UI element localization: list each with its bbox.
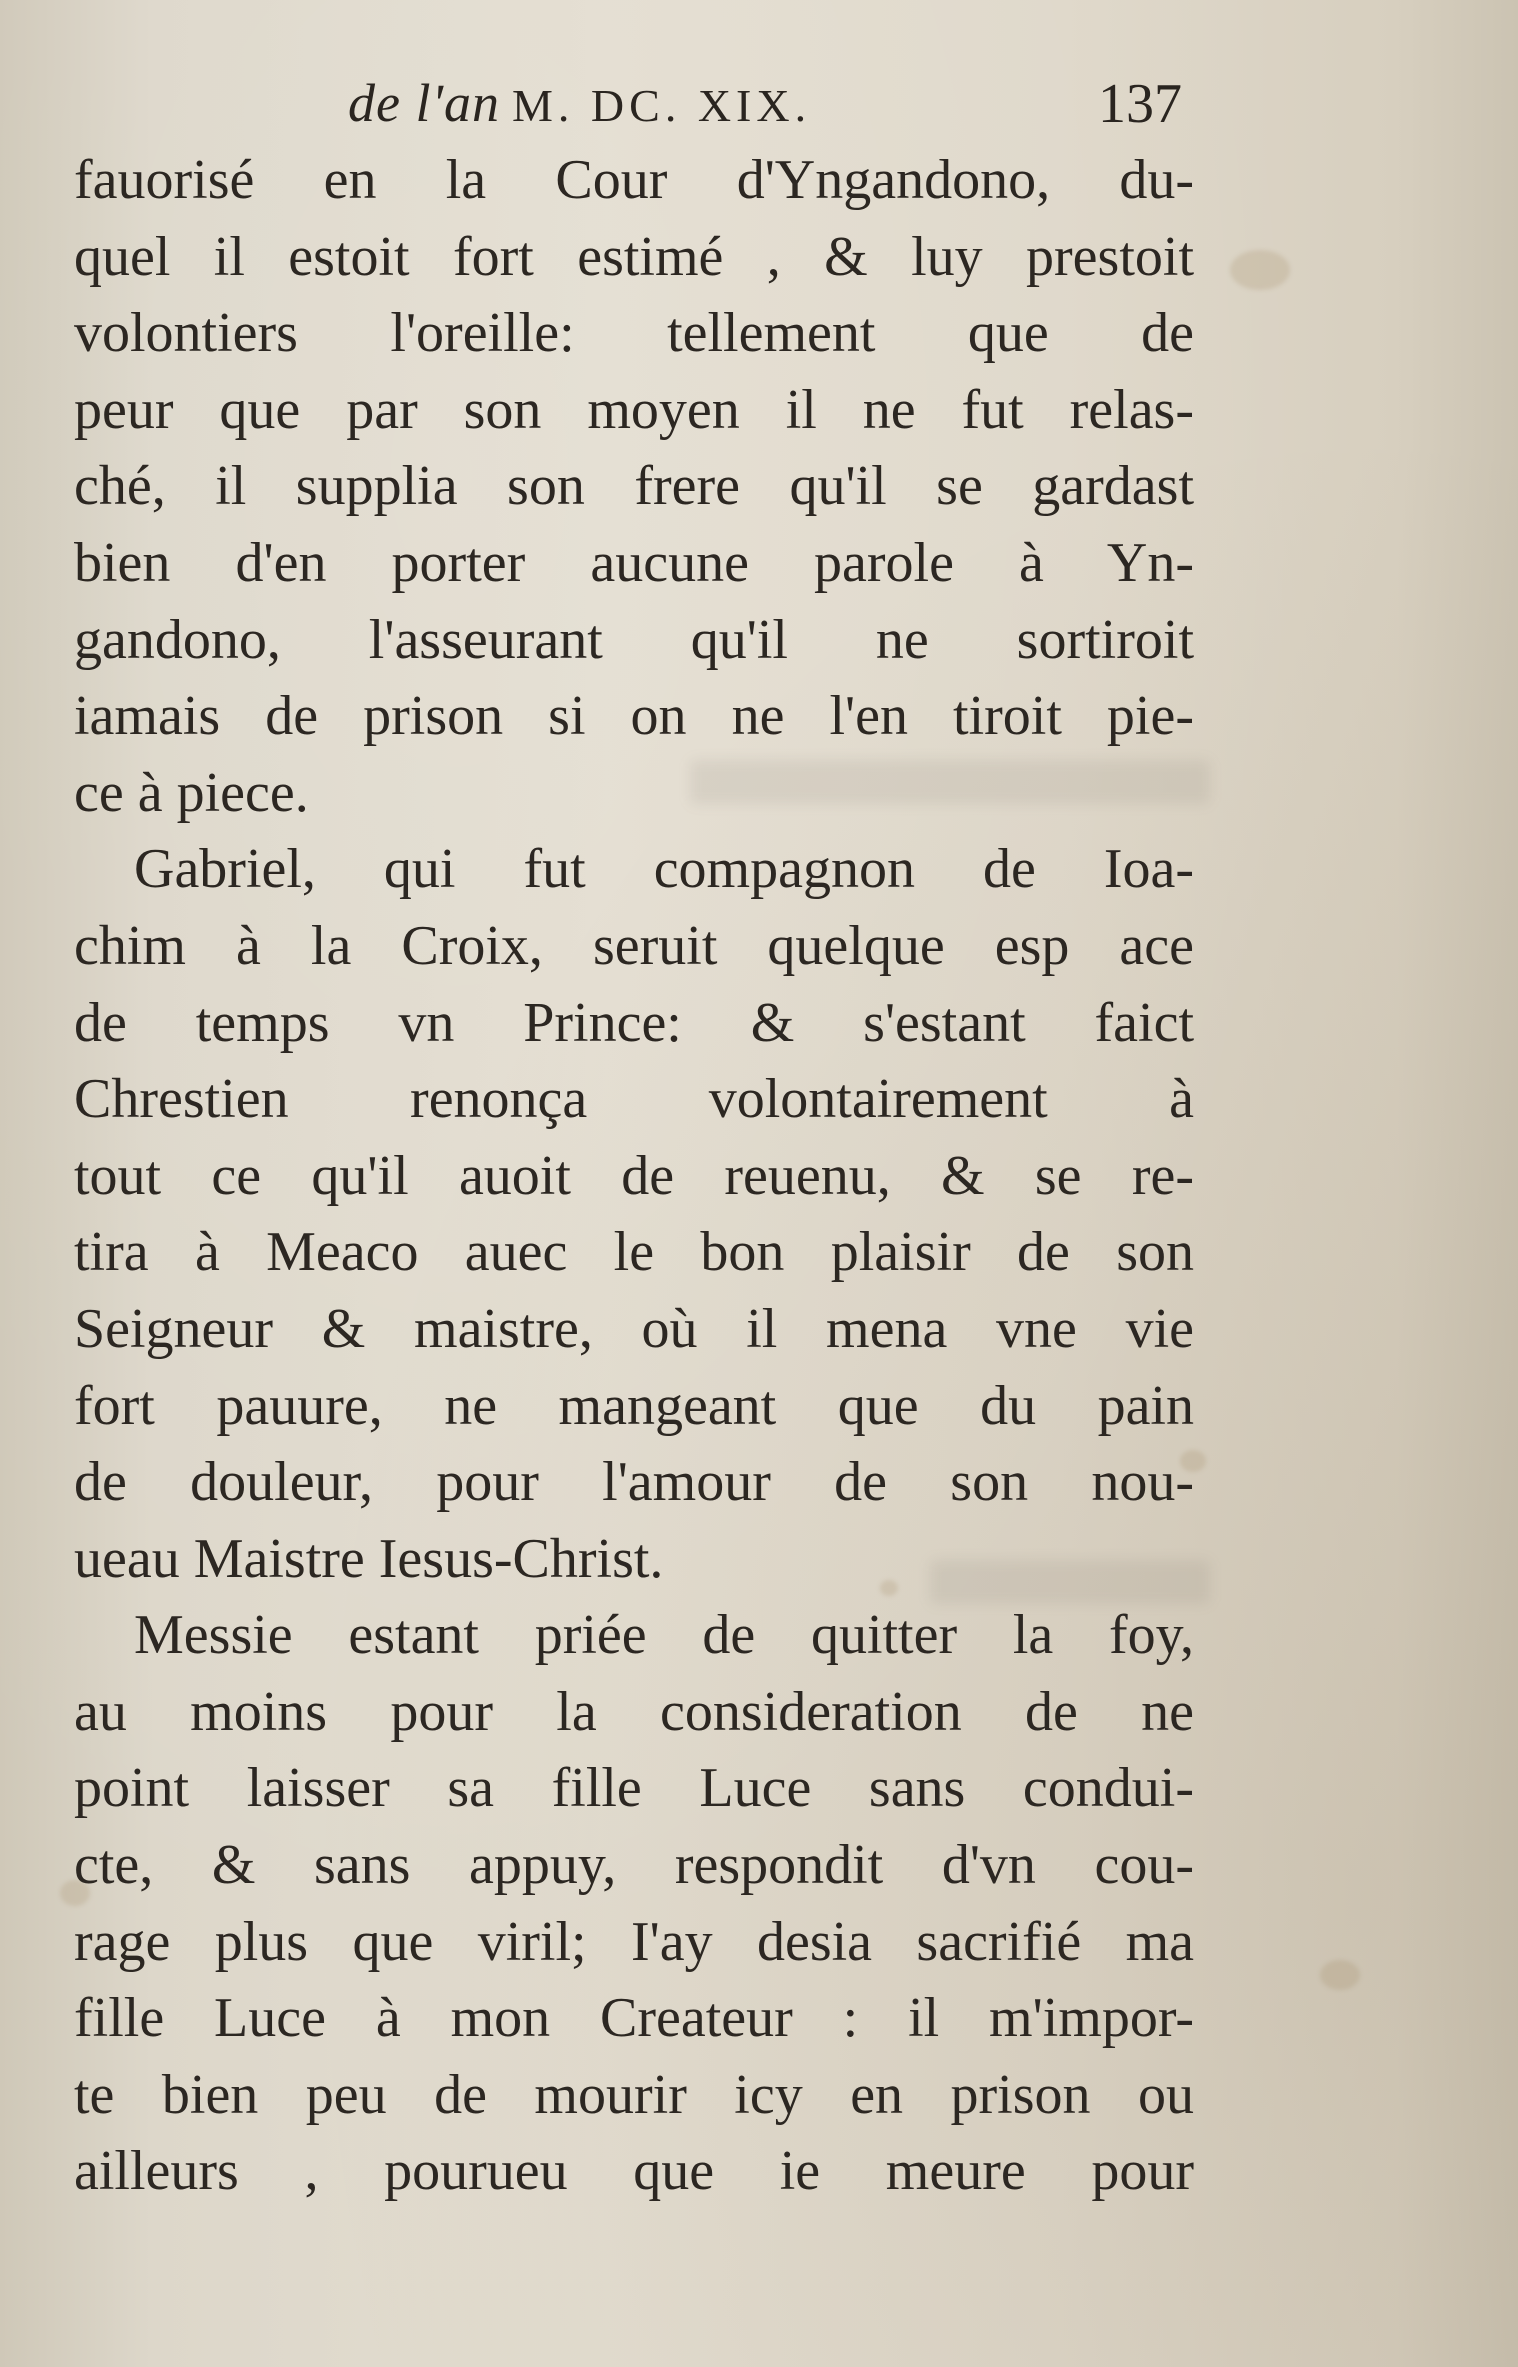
text-line: point laisser sa fille Luce sans condui-	[74, 1757, 1194, 1820]
page-header	[0, 62, 1518, 142]
text-line: Seigneur & maistre, où il mena vne vie	[74, 1297, 1194, 1360]
text-line: ueau Maistre Iesus-Christ.	[74, 1527, 664, 1590]
text-line: de temps vn Prince: & s'estant faict	[74, 991, 1194, 1054]
text-line: fauorisé en la Cour d'Yngandono, du-	[74, 149, 1194, 211]
text-line: gandono, l'asseurant qu'il ne sortiroit	[74, 608, 1194, 671]
text-line: de douleur, pour l'amour de son nou-	[74, 1451, 1194, 1514]
text-line: fille Luce à mon Createur : il m'impor-	[74, 1987, 1194, 2050]
text-line: tira à Meaco auec le bon plaisir de son	[74, 1221, 1194, 1284]
text-line: quel il estoit fort estimé , & luy prestoit	[74, 225, 1194, 288]
text-line: iamais de prison si on ne l'en tiroit pie-	[74, 685, 1194, 748]
body-text	[74, 142, 1194, 2210]
text-line: fort pauure, ne mangeant que du pain	[74, 1374, 1194, 1437]
foxing-stain	[1320, 1960, 1360, 1990]
foxing-stain	[1230, 250, 1290, 290]
text-line: ce à piece.	[74, 761, 309, 824]
paragraph-1	[74, 142, 1194, 831]
text-line: Gabriel, qui fut compagnon de Ioa-	[134, 838, 1194, 901]
text-line: ché, il supplia son frere qu'il se gardast	[74, 455, 1194, 518]
running-head-italic: de l'an	[348, 73, 501, 133]
page-number: 137	[1098, 73, 1182, 135]
text-line: Chrestien renonça volontairement à	[74, 1068, 1194, 1131]
paragraph-3	[74, 1597, 1194, 2210]
running-head	[348, 72, 811, 134]
text-line: chim à la Croix, seruit quelque esp ace	[74, 914, 1194, 977]
text-line: cte, & sans appuy, respondit d'vn cou-	[74, 1834, 1194, 1897]
running-head-year: M. DC. XIX.	[512, 80, 812, 131]
text-line: ailleurs , pourueu que ie meure pour	[74, 2140, 1194, 2203]
text-line: peur que par son moyen il ne fut relas-	[74, 378, 1194, 441]
text-line: volontiers l'oreille: tellement que de	[74, 302, 1194, 365]
text-line: au moins pour la consideration de ne	[74, 1680, 1194, 1743]
paragraph-2	[74, 831, 1194, 1597]
text-line: tout ce qu'il auoit de reuenu, & se re-	[74, 1144, 1194, 1207]
text-line: Messie estant priée de quitter la foy,	[134, 1604, 1194, 1667]
text-line: bien d'en porter aucune parole à Yn-	[74, 531, 1194, 594]
text-line: te bien peu de mourir icy en prison ou	[74, 2063, 1194, 2126]
text-line: rage plus que viril; I'ay desia sacrifié ma	[74, 1910, 1194, 1973]
